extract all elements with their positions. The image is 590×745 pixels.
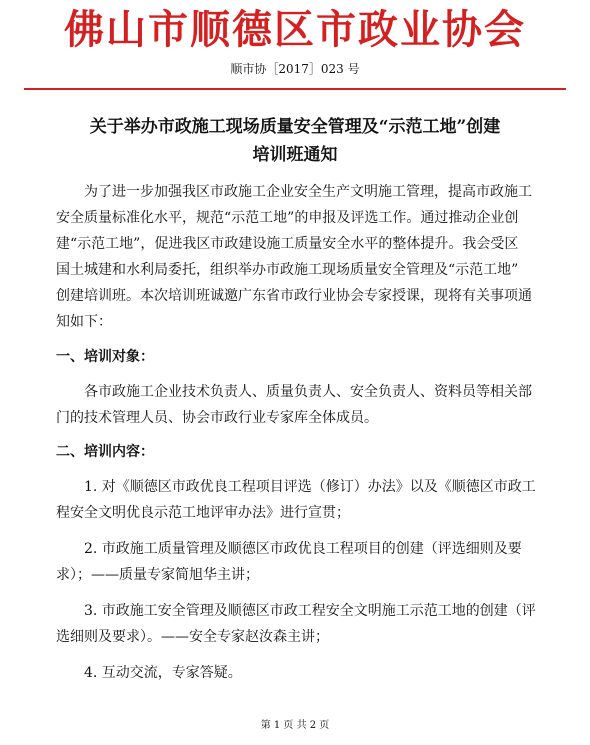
content-item-2-line: 求）；——质量专家简旭华主讲； — [56, 567, 259, 583]
intro-line: 国土城建和水利局委托，组织举办市政施工现场质量安全管理及“示范工地” — [56, 262, 519, 278]
document-number: 顺市协［2017］023 号 — [230, 62, 360, 76]
title-line-2: 培训班通知 — [252, 145, 338, 165]
content-item-3-line: 选细则及要求）。——安全专家赵汝森主讲； — [56, 629, 329, 645]
content-item-4-line: 4. 互动交流，专家答疑。 — [84, 665, 242, 681]
content-item-1-line: 1. 对《顺德区市政优良工程项目评选（修订）办法》以及《顺德区市政工 — [84, 479, 536, 495]
section-heading-content: 二、培训内容： — [56, 444, 154, 460]
page-footer: 第 1 页 共 2 页 — [260, 720, 330, 731]
content-item-2-line: 2. 市政施工质量管理及顺德区市政优良工程项目的创建（评选细则及要 — [84, 541, 522, 557]
content-item-1-line: 程安全文明优良示范工地评审办法》进行宣贯； — [56, 505, 350, 521]
section-heading-audience: 一、培训对象： — [56, 349, 154, 365]
document-title — [40, 113, 550, 169]
intro-line: 知如下： — [56, 314, 112, 330]
content-item-3-line: 3. 市政施工安全管理及顺德区市政工程安全文明施工示范工地的创建（评 — [84, 603, 536, 619]
intro-line: 为了进一步加强我区市政施工企业安全生产文明施工管理，提高市政施工 — [84, 184, 532, 200]
intro-line: 安全质量标准化水平，规范“示范工地”的申报及评选工作。通过推动企业创 — [56, 210, 519, 226]
title-line-1: 关于举办市政施工现场质量安全管理及“示范工地”创建 — [89, 117, 501, 137]
organization-header: 佛山市顺德区市政业协会 — [64, 6, 526, 53]
audience-line: 各市政施工企业技术负责人、质量负责人、安全负责人、资料员等相关部 — [84, 384, 532, 400]
audience-line: 门的技术管理人员、协会市政行业专家库全体成员。 — [56, 410, 378, 426]
intro-line: 创建培训班。本次培训班诚邀广东省市政行业协会专家授课，现将有关事项通 — [56, 288, 532, 304]
header-divider — [24, 88, 566, 90]
intro-line: 建“示范工地”，促进我区市政建设施工质量安全水平的整体提升。我会受区 — [56, 236, 519, 252]
